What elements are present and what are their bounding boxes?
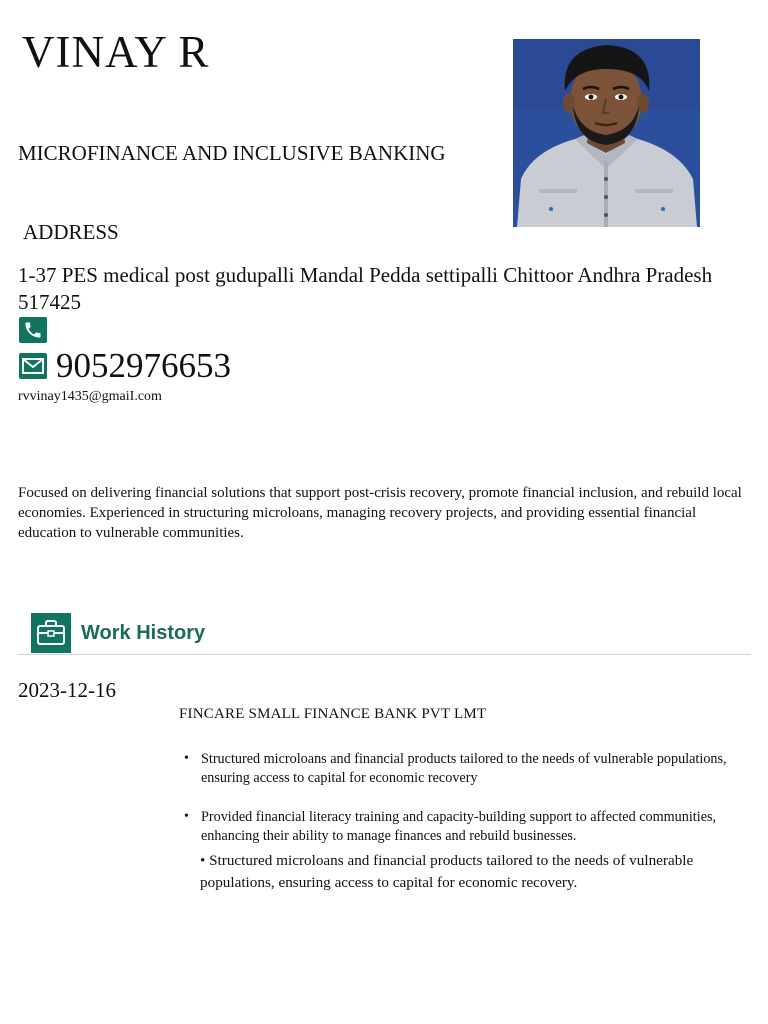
candidate-name: VINAY R (22, 27, 210, 77)
professional-headline: MICROFINANCE AND INCLUSIVE BANKING (18, 141, 446, 165)
phone-number: 9052976653 (56, 346, 231, 385)
list-item-extra: • Structured microloans and financial products tailored to the needs of vulnerable populations, ensuring access to capital for economic recovery. (200, 852, 694, 891)
professional-summary: Focused on delivering financial solutions that support post-crisis recovery, promote financial inclusion, and rebuild local economies. Experienced in structuring microloans, managing recovery projects, and providing essential financial education to vulnerable communities. (18, 485, 742, 541)
profile-photo-illustration (513, 39, 700, 227)
email-icon (19, 353, 47, 379)
briefcase-icon (31, 613, 71, 653)
list-item: • Structured microloans and financial products tailored to the needs of vulnerable populations, ensuring access to capital for economic recovery (182, 750, 752, 787)
profile-photo (513, 39, 700, 227)
email-address: rvvinay1435@gmaiI.com (18, 389, 162, 404)
job-date: 2023-12-16 (18, 678, 116, 702)
section-divider (18, 654, 751, 655)
address-text: 1-37 PES medical post gudupalli Mandal Pedda settipalli Chittoor Andhra Pradesh 517425 (18, 263, 713, 314)
phone-icon (19, 317, 47, 343)
work-history-heading: Work History (81, 622, 206, 644)
job-responsibilities (182, 750, 752, 845)
address-label: ADDRESS (23, 220, 119, 244)
job-company: FINCARE SMALL FINANCE BANK PVT LMT (179, 706, 487, 722)
list-item: • Provided financial literacy training and capacity-building support to affected communities, enhancing their ability to manage finances and rebuild businesses. (182, 808, 752, 845)
